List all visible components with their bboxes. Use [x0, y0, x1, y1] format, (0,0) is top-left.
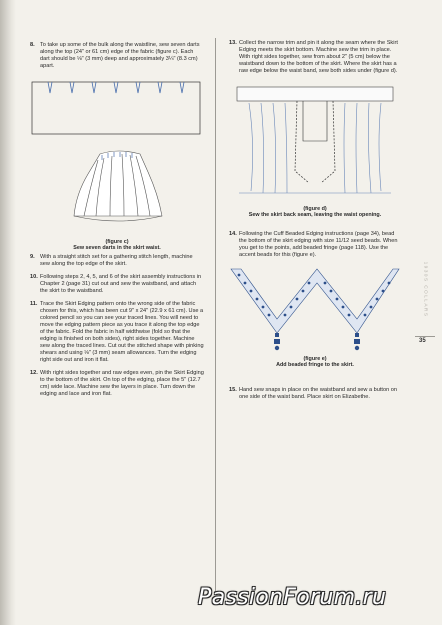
step-text: Following the Cuff Beaded Edging instructions (page 34), bead the bottom of the skirt edging with size 11/12 seed beads. When you get to the points, add beaded fringe (page 118). Use the accent beads for this (figure e). [239, 231, 398, 258]
right-column [229, 40, 401, 407]
figure-d-caption: Sew the skirt back seam, leaving the waist opening. [248, 212, 382, 219]
left-column [30, 42, 204, 404]
step-text: Hand sew snaps in place on the waistband and sew a button on one side of the waist band. Place skirt on Elizabethe. [239, 387, 397, 400]
step-10 [30, 274, 204, 295]
dart-2 [70, 82, 74, 93]
figure-c-caption: Sew seven darts in the skirt waist. [73, 245, 161, 252]
dart-1 [48, 82, 52, 93]
step-12 [30, 370, 204, 398]
dart-5 [136, 82, 140, 93]
step-14 [229, 231, 401, 259]
step-number: 9. [30, 254, 35, 260]
step-15 [229, 387, 401, 401]
fabric-rectangle [32, 82, 200, 134]
step-text: With right sides together and raw edges even, pin the Skirt Edging to the bottom of the skirt. On top of the edging, place the 5" (12.7 cm) wide lace. Machine sew the layers in place. Turn down the edging and lace and iron flat. [40, 370, 204, 397]
scalloped-edging [231, 269, 399, 333]
step-number: 14. [229, 231, 237, 237]
step-text: With a straight stitch set for a gathering stitch length, machine sew along the top edge of the skirt. [40, 254, 193, 267]
chapter-side-tab [420, 255, 430, 335]
dart-marks [48, 82, 184, 93]
beaded-fringe-right [354, 333, 360, 350]
step-9 [30, 254, 204, 268]
step-number: 10. [30, 274, 38, 280]
figure-e [229, 265, 401, 375]
page-number: 35 [419, 338, 426, 344]
skirt-hem [74, 216, 162, 221]
step-text: To take up some of the bulk along the waistline, sew seven darts along the top (24" or 61 cm) edge of the fabric (figure c). Each dart should be ⅛" (3 mm) deep and approximately 3¼" (8.3 cm) apart. [40, 42, 200, 69]
dart-6 [158, 82, 162, 93]
step-text: Collect the narrow trim and pin it along the seam where the Skirt Edging meets the skirt bottom. Machine sew the trim in place. With right sides together, sew from about 2" (5 cm) below the waistband down to the bottom of the skirt. Where the skirt has a raw edge below the waist band, sew both sides under (figure d). [239, 40, 398, 74]
dart-7 [180, 82, 184, 93]
chapter-tab-label: 1930S COLLARS [422, 261, 428, 318]
waist-opening [303, 101, 327, 141]
back-seam-left [295, 101, 309, 183]
back-seam-right [321, 101, 335, 183]
gathered-skirt [74, 151, 162, 216]
page-number-rule [415, 336, 435, 337]
figure-e-illustration [229, 265, 401, 353]
beaded-fringe-left [274, 333, 280, 350]
figure-d-label: (figure d) [303, 206, 327, 212]
figure-e-label: (figure e) [303, 356, 327, 362]
step-text: Trace the Skirt Edging pattern onto the wrong side of the fabric chosen for this, which has been cut 9" x 24" (22.9 x 61 cm). Use a colored pencil so you can see your traced lines. You will need to move the edging pattern piece as you trace it along the top edge of the fabric. Fold the fabric in half widthwise (fold so that the edging is finished on both sides), right sides together. Machine sew along the traced lines. Cut out the stitched shape with pinking shears and using ⅛" (3 mm) seam allowances. Turn the edging right side out and iron it flat. [40, 301, 204, 363]
step-8 [30, 42, 204, 70]
step-number: 11. [30, 301, 38, 307]
step-number: 15. [229, 387, 237, 393]
dart-3 [92, 82, 96, 93]
dart-4 [114, 82, 118, 93]
figure-c-label: (figure c) [105, 239, 129, 245]
step-number: 12. [30, 370, 38, 376]
site-watermark: PassionForum.ru [198, 585, 387, 610]
step-number: 8. [30, 42, 35, 48]
figure-c [30, 76, 204, 254]
step-number: 13. [229, 40, 237, 46]
figure-e-caption: Add beaded fringe to the skirt. [276, 362, 354, 369]
figure-c-illustration [30, 76, 204, 236]
step-13 [229, 40, 401, 75]
column-divider [215, 38, 216, 592]
step-text: Following steps 2, 4, 5, and 6 of the skirt assembly instructions in Chapter 2 (page 31) cut out and sew the waistband, and attach the skirt to the waistband. [40, 274, 202, 294]
page-gutter-shadow [0, 0, 16, 625]
figure-d-illustration [229, 81, 401, 203]
waistband [237, 87, 393, 101]
figure-d [229, 81, 401, 221]
fabric-folds [249, 103, 381, 193]
step-11 [30, 301, 204, 364]
